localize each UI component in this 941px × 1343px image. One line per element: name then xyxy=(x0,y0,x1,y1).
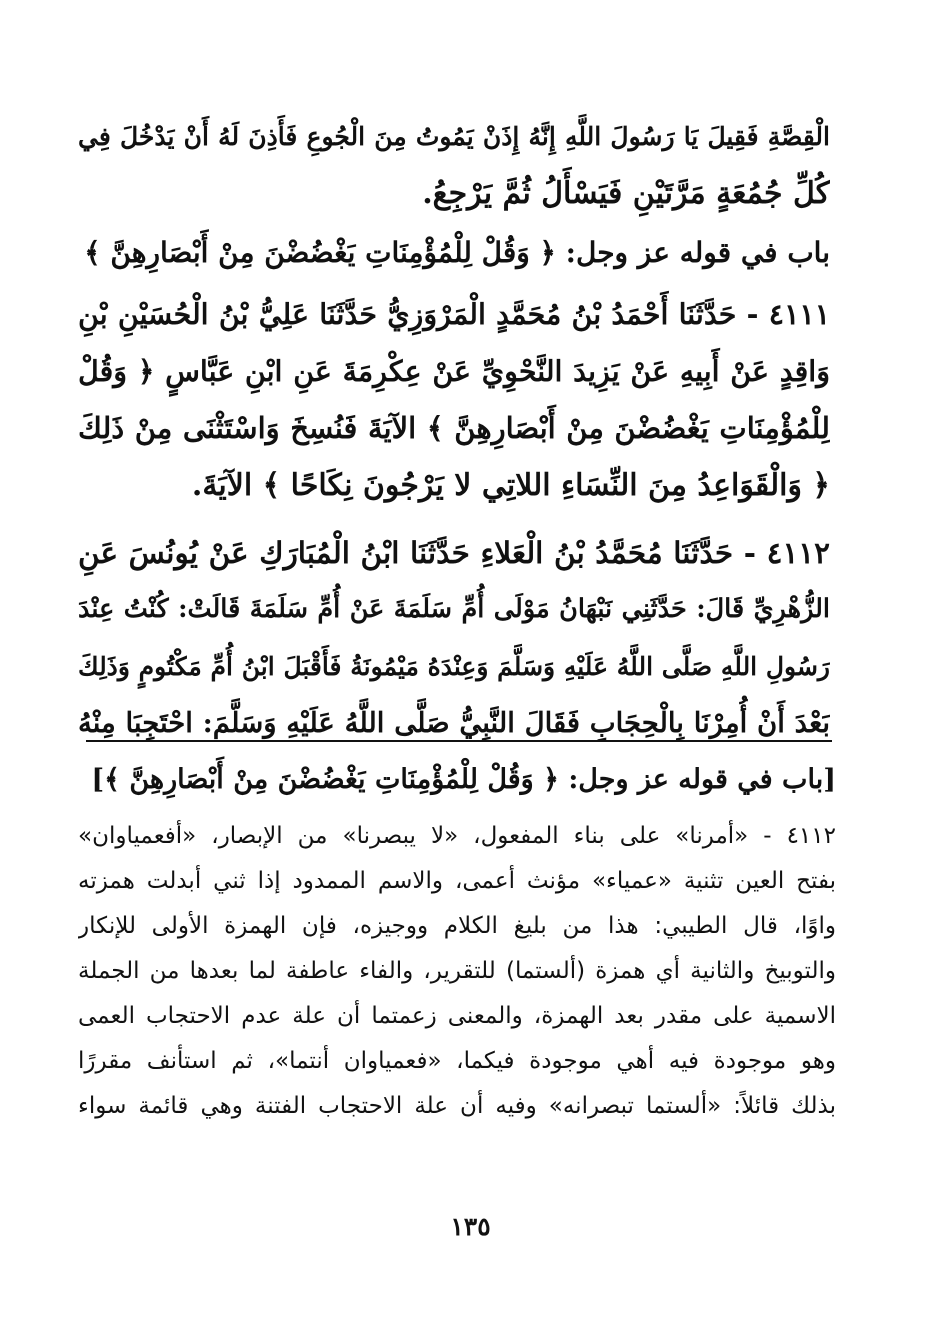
commentary-line: بفتح العين تثنية «عمياء» مؤنث أعمى، والاسم الممدود إذا ثني أبدلت همزته xyxy=(78,868,836,894)
text-line: وَاقِدٍ عَنْ أَبِيهِ عَنْ يَزِيدَ النَّحْوِيِّ عَنْ عِكْرِمَةَ عَنِ ابْنِ عَبَّاسٍ ﴿ وَقُلْ xyxy=(78,354,830,388)
hadith-4111-line: ٤١١١ - حَدَّثَنَا أَحْمَدُ بْنُ مُحَمَّدٍ الْمَرْوَزِيُّ حَدَّثَنَا عَلِيُّ بْنُ الْحُسَيْنِ بْنِ xyxy=(78,297,830,331)
commentary-line: وهو موجودة فيه أهي موجودة فيكما، «فعمياوان أنتما»، ثم استأنف مقررًا xyxy=(78,1048,836,1074)
commentary-line: ٤١١٢ - «أمرنا» على بناء المفعول، «لا يبصرنا» من الإبصار، «أفعمياوان» xyxy=(78,823,836,849)
text-line: الْقِصَّةِ فَقِيلَ يَا رَسُولَ اللَّهِ إِنَّهُ إِذَنْ يَمُوتُ مِنَ الْجُوعِ فَأَذِنَ لَهُ أَنْ يَدْخُلَ فِي xyxy=(78,122,830,151)
commentary-heading: [باب في قوله عز وجل: ﴿ وَقُلْ لِلْمُؤْمِنَاتِ يَغْضُضْنَ مِنْ أَبْصَارِهِنَّ ﴾] xyxy=(91,764,836,795)
commentary-line: بذلك قائلاً: «ألستما تبصرانه» وفيه أن علة الاحتجاب الفتنة وهي قائمة سواء xyxy=(78,1093,836,1119)
commentary-line: والتوبيخ والثانية أي همزة (ألستما) للتقرير، والفاء عاطفة لما بعدها من الجملة xyxy=(78,958,836,984)
hadith-text xyxy=(78,108,830,752)
text-line: كُلِّ جُمُعَةٍ مَرَّتَيْنِ فَيَسْأَلُ ثُمَّ يَرْجِعُ. xyxy=(422,176,830,211)
page-number: ١٣٥ xyxy=(450,1212,491,1241)
chapter-heading: باب في قوله عز وجل: ﴿ وَقُلْ لِلْمُؤْمِنَاتِ يَغْضُضْنَ مِنْ أَبْصَارِهِنَّ ﴾ xyxy=(84,236,830,269)
text-line: بَعْدَ أَنْ أُمِرْنَا بِالْحِجَابِ فَقَالَ النَّبِيُّ صَلَّى اللَّهُ عَلَيْهِ وَسَلَّمَ: احْتَجِبَا مِنْهُ xyxy=(78,707,830,739)
text-line: ﴿ وَالْقَوَاعِدُ مِنَ النِّسَاءِ اللاتِي لا يَرْجُونَ نِكَاحًا ﴾ الآيَةَ. xyxy=(191,468,830,503)
commentary-line: الاسمية على مقدر بعد الهمزة، والمعنى زعمتما أن علة عدم الاحتجاب العمى xyxy=(78,1003,836,1029)
text-line: لِلْمُؤْمِنَاتِ يَغْضُضْنَ مِنْ أَبْصَارِهِنَّ ﴾ الآيَةَ فَنُسِخَ وَاسْتَثْنَى مِنْ ذَلِكَ xyxy=(78,411,830,445)
hadith-4112-line: ٤١١٢ - حَدَّثَنَا مُحَمَّدُ بْنُ الْعَلاءِ حَدَّثَنَا ابْنُ الْمُبَارَكِ عَنْ يُونُسَ عَنِ xyxy=(78,535,830,570)
text-line: رَسُولِ اللَّهِ صَلَّى اللَّهُ عَلَيْهِ وَسَلَّمَ وَعِنْدَهُ مَيْمُونَةُ فَأَقْبَلَ ابْنُ أُمِّ مَكْتُومٍ وَذَلِكَ xyxy=(78,652,830,681)
commentary xyxy=(78,752,836,1129)
footnote-divider xyxy=(86,740,832,742)
text-line: الزُّهْرِيِّ قَالَ: حَدَّثَنِي نَبْهَانُ مَوْلَى أُمِّ سَلَمَةَ عَنْ أُمِّ سَلَمَةَ قَالَتْ: كُنْتُ عِنْدَ xyxy=(78,594,830,624)
commentary-line: واوًا، قال الطيبي: هذا من بليغ الكلام ووجيزه، فإن الهمزة الأولى للإنكار xyxy=(78,913,836,939)
